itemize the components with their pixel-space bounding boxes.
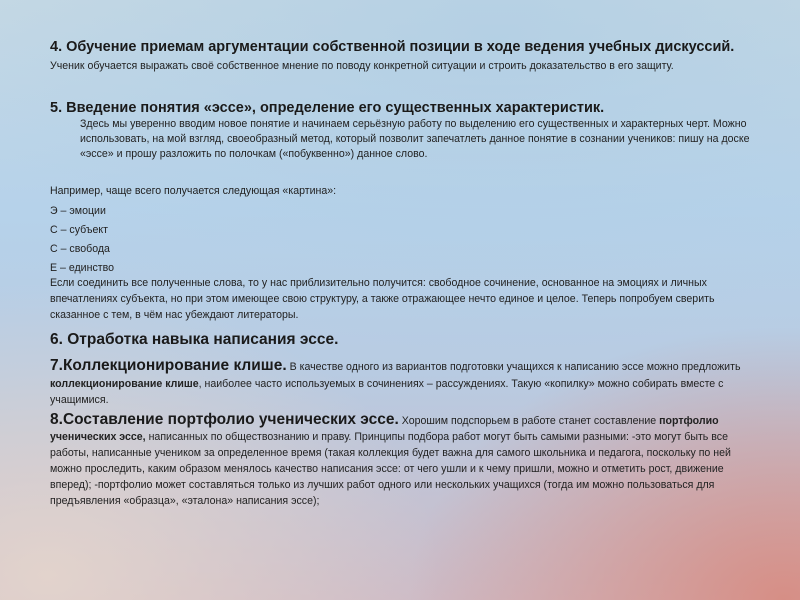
- item-7-body: [50, 356, 755, 409]
- item-8: [50, 410, 755, 509]
- item-8-text-a: Хорошим подспорьем в работе станет составление: [401, 415, 657, 427]
- letter-s-freedom: С – свобода: [50, 243, 110, 255]
- item-4: [50, 38, 755, 74]
- item-4-heading: [50, 38, 755, 74]
- conclusion-paragraph: Если соединить все полученные слова, то у нас приблизительно получится: свободное сочинение, основанное на эмоциях и личных впечатлениях субъекта, но при этом имеющее свою структуру, а также отражающее нечто единое и целое. Теперь попробуем сверить сказанное с тем, в чём нас убеждают литераторы.: [50, 277, 715, 321]
- item-4-title: Обучение приемам аргументации собственной позиции в ходе ведения учебных дискуссий.: [66, 39, 735, 55]
- item-7: [50, 356, 755, 409]
- letters-list: [50, 202, 350, 278]
- example-intro: Например, чаще всего получается следующая «картина»:: [50, 185, 337, 197]
- item-8-title: Составление портфолио ученических эссе.: [62, 411, 399, 428]
- item-5-heading: [50, 99, 755, 117]
- item-8-body: [50, 410, 755, 509]
- item-4-text: Ученик обучается выражать своё собственное мнение по поводу конкретной ситуации и строить доказательство в его защиту.: [50, 60, 674, 72]
- item-8-bold: портфолио ученических эссе,: [50, 415, 719, 443]
- item-5: [50, 99, 755, 162]
- letter-e-emotions: Э – эмоции: [50, 205, 106, 217]
- item-5-text: Здесь мы уверенно вводим новое понятие и начинаем серьёзную работу по выделению его существенных и характерных черт. Можно использовать, на мой взгляд, своеобразный метод, который позволит запечатлеть данное понятие в сознании учеников: пишу на доске «эссе» и прошу разложить по полочкам («побуквенно») данное слово.: [80, 118, 750, 160]
- item-7-title: Коллекционирование клише.: [62, 357, 287, 374]
- letter-s-subject: С – субъект: [50, 224, 108, 236]
- item-7-text-b: , наиболее часто используемых в сочинениях – рассуждениях. Такую «копилку» можно собирать вместе с учащимися.: [50, 377, 724, 406]
- item-8-number: 8.: [50, 411, 63, 428]
- item-5-title: Введение понятия «эссе», определение его существенных характеристик.: [66, 100, 605, 116]
- item-5-number: 5.: [50, 100, 63, 116]
- item-6-number: 6.: [50, 331, 63, 348]
- item-7-text-a: В качестве одного из вариантов подготовки учащихся к написанию эссе можно предложить: [289, 361, 741, 373]
- item-7-bold: коллекционирование клише: [50, 377, 199, 390]
- item-4-number: 4.: [50, 39, 63, 55]
- item-6-heading: [50, 330, 750, 349]
- letter-e-unity: Е – единство: [50, 262, 115, 274]
- item-6-title: Отработка навыка написания эссе.: [67, 331, 339, 348]
- item-7-number: 7.: [50, 357, 63, 374]
- item-8-text-b: написанных по обществознанию и праву. Принципы подбора работ могут быть самыми разными: -это могут быть все работы, написанные учеником за определенное время (такая коллекция будет важна для самого школьника и педагога, поскольку по ней можно проследить, каким образом менялось качество написания эссе: от чего ушли и к чему пришли, можно и отметить рост, движение вперед); -портфолио может составляться только из лучших работ одного или нескольких учащихся (тогда им можно пользоваться для предъявления «образца», «эталона» написания эссе);: [50, 431, 731, 507]
